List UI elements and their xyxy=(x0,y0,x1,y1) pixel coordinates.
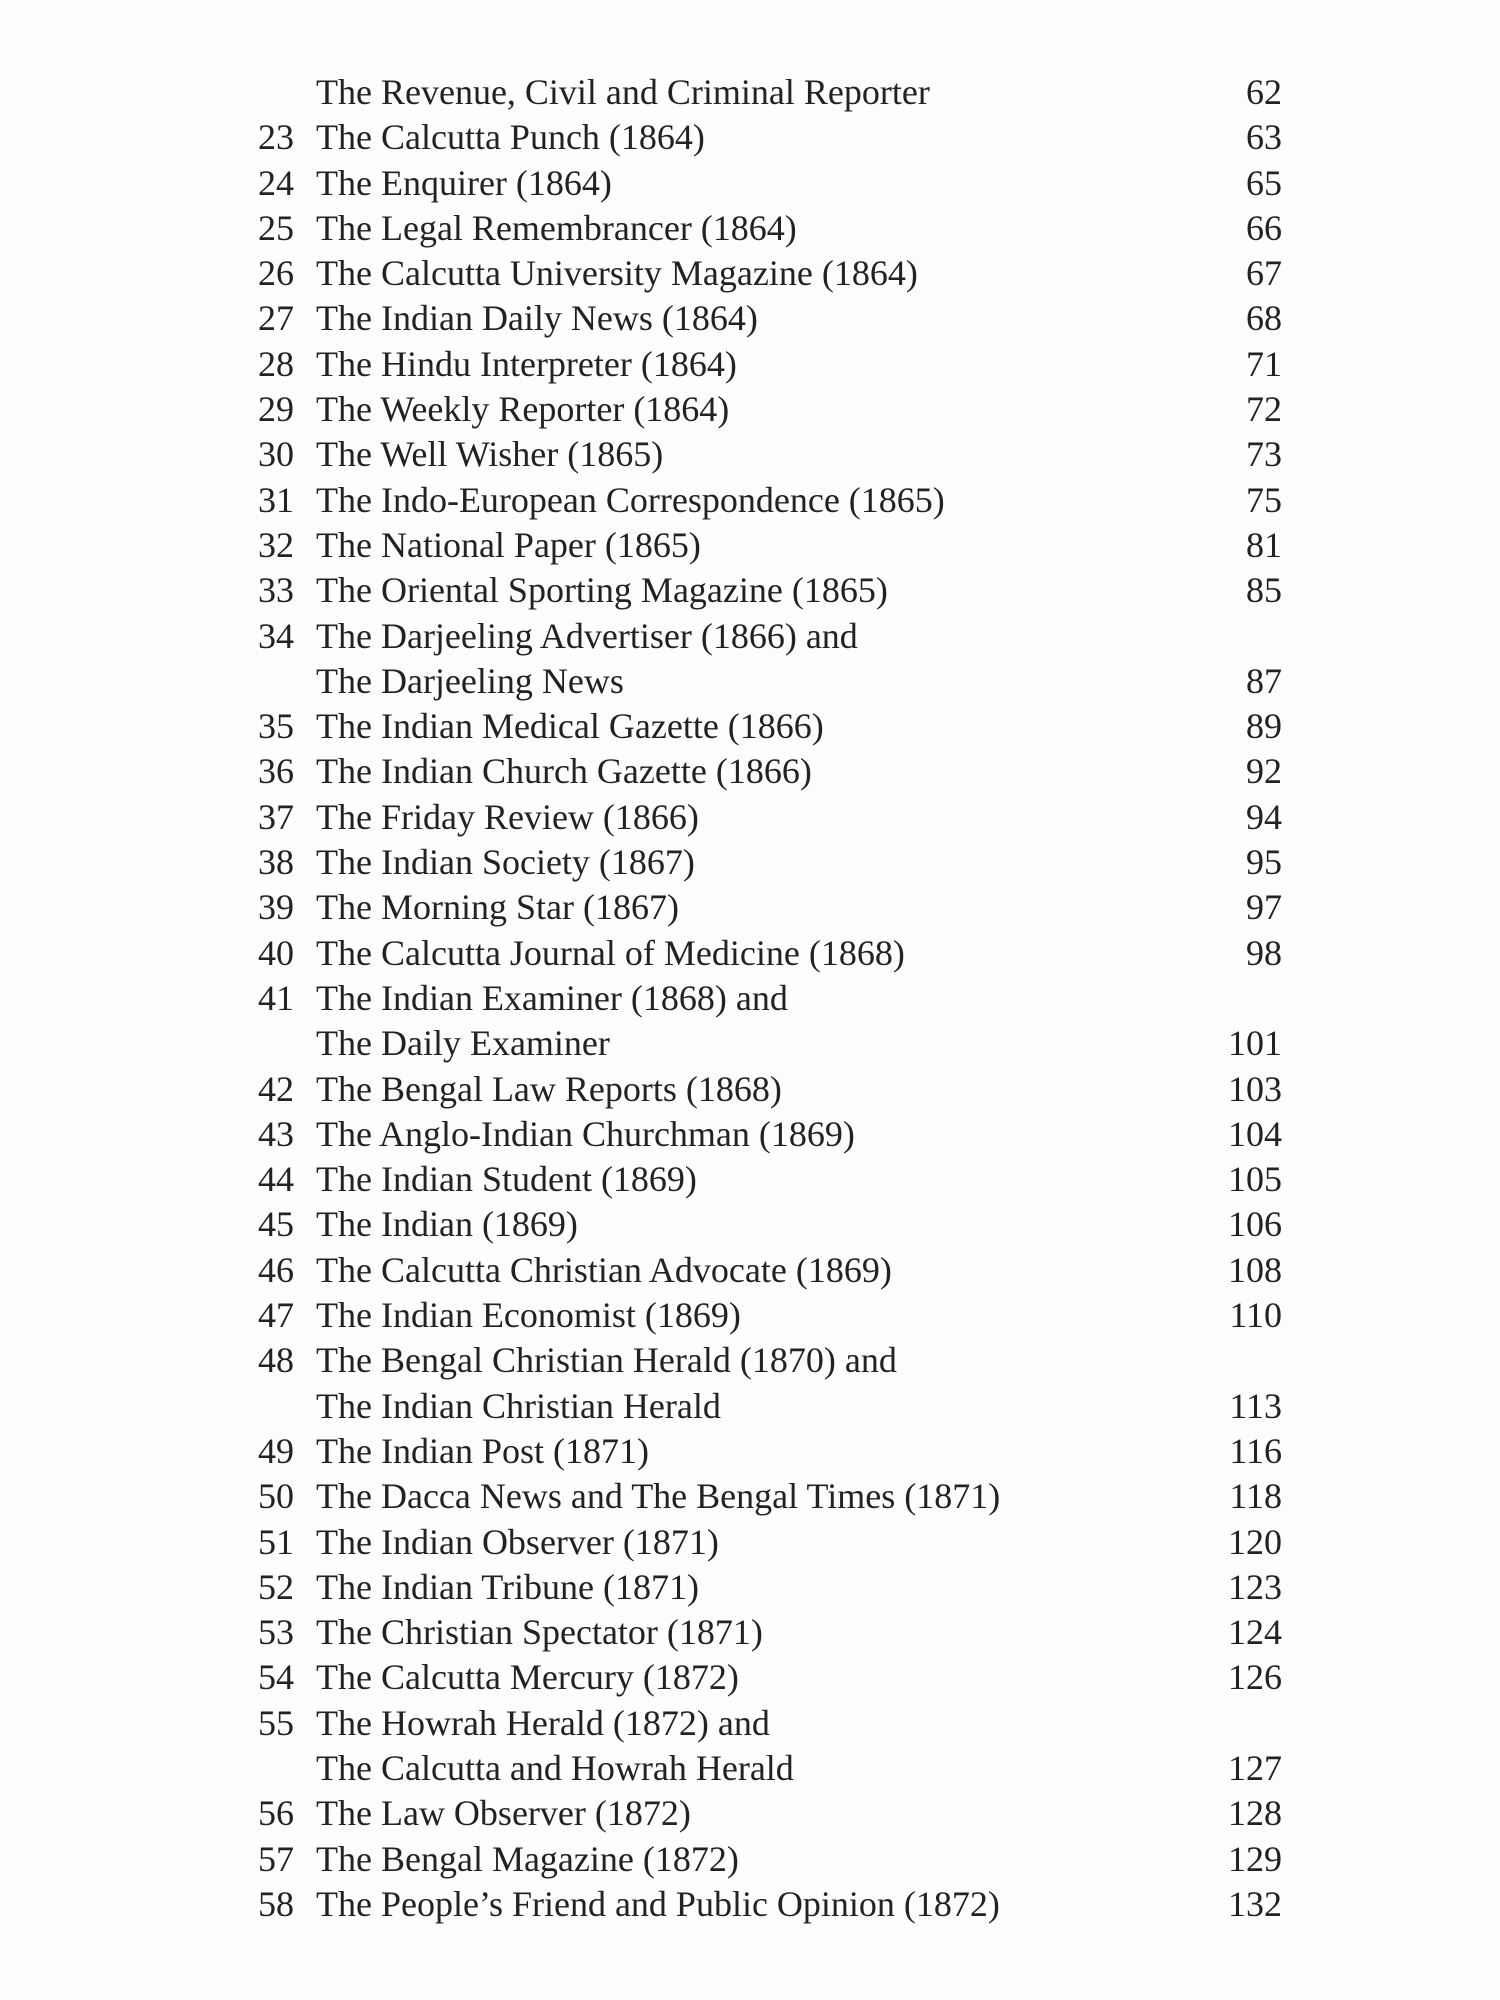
entry-number: 48 xyxy=(258,1340,294,1381)
entry-title: The Calcutta and Howrah Herald xyxy=(316,1747,794,1788)
toc-entry xyxy=(0,1338,1500,1383)
entry-number: 35 xyxy=(258,706,294,747)
entry-title: The Indian Post (1871) xyxy=(316,1430,649,1471)
toc-entry xyxy=(0,1701,1500,1746)
toc-entry xyxy=(0,1520,1500,1565)
entry-number: 46 xyxy=(258,1249,294,1290)
entry-page-number: 67 xyxy=(1246,253,1282,294)
toc-entry xyxy=(0,1067,1500,1112)
entry-title: The Indian Examiner (1868) and xyxy=(316,977,788,1018)
entry-title: The Howrah Herald (1872) and xyxy=(316,1702,770,1743)
entry-number: 47 xyxy=(258,1295,294,1336)
entry-title: The Legal Remembrancer (1864) xyxy=(316,207,797,248)
entry-page-number: 75 xyxy=(1246,479,1282,520)
toc-entry xyxy=(0,478,1500,523)
entry-page-number: 62 xyxy=(1246,72,1282,112)
entry-title: The Anglo-Indian Churchman (1869) xyxy=(316,1113,855,1154)
toc-entry xyxy=(0,1157,1500,1202)
entry-number: 33 xyxy=(258,570,294,611)
entry-number: 38 xyxy=(258,842,294,883)
entry-title: The Indian Church Gazette (1866) xyxy=(316,751,812,792)
entry-title: The Indo-European Correspondence (1865) xyxy=(316,479,945,520)
entry-page-number: 124 xyxy=(1228,1612,1282,1653)
entry-number: 26 xyxy=(258,253,294,294)
entry-number: 37 xyxy=(258,796,294,837)
entry-page-number: 71 xyxy=(1246,343,1282,384)
toc-entry xyxy=(0,115,1500,160)
entry-number: 43 xyxy=(258,1113,294,1154)
entry-number: 51 xyxy=(258,1521,294,1562)
entry-page-number: 85 xyxy=(1246,570,1282,611)
toc-entry xyxy=(0,70,1500,115)
entry-page-number: 66 xyxy=(1246,207,1282,248)
entry-page-number: 63 xyxy=(1246,117,1282,158)
entry-title: The Indian Observer (1871) xyxy=(316,1521,719,1562)
entry-title: The Bengal Magazine (1872) xyxy=(316,1838,739,1879)
entry-number: 56 xyxy=(258,1793,294,1834)
toc-entry xyxy=(0,342,1500,387)
entry-number: 55 xyxy=(258,1702,294,1743)
entry-page-number: 97 xyxy=(1246,887,1282,928)
entry-page-number: 123 xyxy=(1228,1566,1282,1607)
entry-title: The Indian Tribune (1871) xyxy=(316,1566,699,1607)
toc-entry xyxy=(0,1882,1500,1927)
entry-title: The Daily Examiner xyxy=(316,1023,610,1064)
entry-number: 52 xyxy=(258,1566,294,1607)
entry-number: 49 xyxy=(258,1430,294,1471)
entry-title: The Enquirer (1864) xyxy=(316,162,612,203)
entry-page-number: 87 xyxy=(1246,660,1282,701)
entry-title: The Law Observer (1872) xyxy=(316,1793,691,1834)
entry-title: The Indian Daily News (1864) xyxy=(316,298,758,339)
entry-page-number: 95 xyxy=(1246,842,1282,883)
entry-title: The Oriental Sporting Magazine (1865) xyxy=(316,570,888,611)
entry-page-number: 101 xyxy=(1228,1023,1282,1064)
entry-page-number: 72 xyxy=(1246,389,1282,430)
toc-entry xyxy=(0,1429,1500,1474)
entry-page-number: 108 xyxy=(1228,1249,1282,1290)
toc-entry xyxy=(0,749,1500,794)
entry-page-number: 116 xyxy=(1229,1430,1282,1471)
entry-page-number: 106 xyxy=(1228,1204,1282,1245)
entry-title: The Calcutta Mercury (1872) xyxy=(316,1657,739,1698)
entry-title: The Indian Student (1869) xyxy=(316,1159,697,1200)
entry-number: 32 xyxy=(258,524,294,565)
entry-title: The Indian Medical Gazette (1866) xyxy=(316,706,824,747)
toc-entry xyxy=(0,1021,1500,1066)
entry-title: The Well Wisher (1865) xyxy=(316,434,664,475)
entry-number: 44 xyxy=(258,1159,294,1200)
toc-entry xyxy=(0,931,1500,976)
toc-entry xyxy=(0,840,1500,885)
entry-title: The Morning Star (1867) xyxy=(316,887,679,928)
entry-page-number: 68 xyxy=(1246,298,1282,339)
entry-page-number: 94 xyxy=(1246,796,1282,837)
entry-page-number: 113 xyxy=(1229,1385,1282,1426)
toc-entry xyxy=(0,885,1500,930)
entry-title: The Christian Spectator (1871) xyxy=(316,1612,763,1653)
entry-page-number: 132 xyxy=(1228,1883,1282,1924)
entry-title: The Darjeeling News xyxy=(316,660,624,701)
entry-page-number: 103 xyxy=(1228,1068,1282,1109)
entry-number: 23 xyxy=(258,117,294,158)
entry-number: 41 xyxy=(258,977,294,1018)
entry-number: 24 xyxy=(258,162,294,203)
entry-page-number: 65 xyxy=(1246,162,1282,203)
entry-number: 50 xyxy=(258,1476,294,1517)
entry-page-number: 118 xyxy=(1229,1476,1282,1517)
toc-entry xyxy=(0,1384,1500,1429)
entry-number: 36 xyxy=(258,751,294,792)
toc-entry xyxy=(0,1655,1500,1700)
entry-page-number: 105 xyxy=(1228,1159,1282,1200)
toc-entry xyxy=(0,704,1500,749)
toc-entry xyxy=(0,387,1500,432)
toc-entry xyxy=(0,659,1500,704)
toc-entry xyxy=(0,1565,1500,1610)
entry-title: The Revenue, Civil and Criminal Reporter xyxy=(316,72,930,112)
entry-title: The Bengal Christian Herald (1870) and xyxy=(316,1340,897,1381)
entry-title: The Calcutta Christian Advocate (1869) xyxy=(316,1249,892,1290)
entry-number: 34 xyxy=(258,615,294,656)
entry-title: The Calcutta Punch (1864) xyxy=(316,117,705,158)
toc-entry xyxy=(0,251,1500,296)
entry-number: 39 xyxy=(258,887,294,928)
toc-entry xyxy=(0,206,1500,251)
entry-number: 57 xyxy=(258,1838,294,1879)
toc-entry xyxy=(0,795,1500,840)
toc-entry xyxy=(0,568,1500,613)
toc-entry xyxy=(0,1746,1500,1791)
entry-page-number: 126 xyxy=(1228,1657,1282,1698)
entry-title: The Indian Economist (1869) xyxy=(316,1295,741,1336)
toc-entry xyxy=(0,1112,1500,1157)
entry-title: The Calcutta University Magazine (1864) xyxy=(316,253,918,294)
entry-number: 31 xyxy=(258,479,294,520)
entry-number: 25 xyxy=(258,207,294,248)
entry-number: 28 xyxy=(258,343,294,384)
toc-entry xyxy=(0,1791,1500,1836)
entry-page-number: 120 xyxy=(1228,1521,1282,1562)
toc-entry xyxy=(0,523,1500,568)
toc-entry xyxy=(0,976,1500,1021)
toc-entry xyxy=(0,1474,1500,1519)
entry-title: The People’s Friend and Public Opinion (1872) xyxy=(316,1883,1000,1924)
entry-title: The Hindu Interpreter (1864) xyxy=(316,343,737,384)
entry-page-number: 128 xyxy=(1228,1793,1282,1834)
entry-number: 54 xyxy=(258,1657,294,1698)
entry-number: 30 xyxy=(258,434,294,475)
entry-title: The Calcutta Journal of Medicine (1868) xyxy=(316,932,905,973)
toc-entry xyxy=(0,1202,1500,1247)
entry-title: The Weekly Reporter (1864) xyxy=(316,389,730,430)
entry-page-number: 81 xyxy=(1246,524,1282,565)
entry-number: 53 xyxy=(258,1612,294,1653)
entry-title: The Darjeeling Advertiser (1866) and xyxy=(316,615,858,656)
entry-number: 27 xyxy=(258,298,294,339)
toc-entry xyxy=(0,614,1500,659)
entry-title: The Dacca News and The Bengal Times (1871) xyxy=(316,1476,1001,1517)
toc-entry xyxy=(0,1837,1500,1882)
entry-title: The Indian Christian Herald xyxy=(316,1385,721,1426)
entry-title: The Bengal Law Reports (1868) xyxy=(316,1068,782,1109)
entry-title: The Indian Society (1867) xyxy=(316,842,695,883)
entry-number: 40 xyxy=(258,932,294,973)
entry-page-number: 92 xyxy=(1246,751,1282,792)
entry-page-number: 89 xyxy=(1246,706,1282,747)
entry-page-number: 129 xyxy=(1228,1838,1282,1879)
entry-title: The National Paper (1865) xyxy=(316,524,701,565)
entry-page-number: 104 xyxy=(1228,1113,1282,1154)
entry-title: The Indian (1869) xyxy=(316,1204,578,1245)
toc-entry xyxy=(0,1293,1500,1338)
toc-entry xyxy=(0,296,1500,341)
entry-page-number: 110 xyxy=(1229,1295,1282,1336)
toc-entry xyxy=(0,1248,1500,1293)
entry-title: The Friday Review (1866) xyxy=(316,796,699,837)
toc-entry xyxy=(0,432,1500,477)
entry-page-number: 127 xyxy=(1228,1747,1282,1788)
toc-entry xyxy=(0,161,1500,206)
entry-number: 29 xyxy=(258,389,294,430)
toc-entry xyxy=(0,1610,1500,1655)
entry-number: 42 xyxy=(258,1068,294,1109)
entry-page-number: 73 xyxy=(1246,434,1282,475)
entry-number: 45 xyxy=(258,1204,294,1245)
table-of-contents xyxy=(0,70,1500,1927)
entry-number: 58 xyxy=(258,1883,294,1924)
entry-page-number: 98 xyxy=(1246,932,1282,973)
